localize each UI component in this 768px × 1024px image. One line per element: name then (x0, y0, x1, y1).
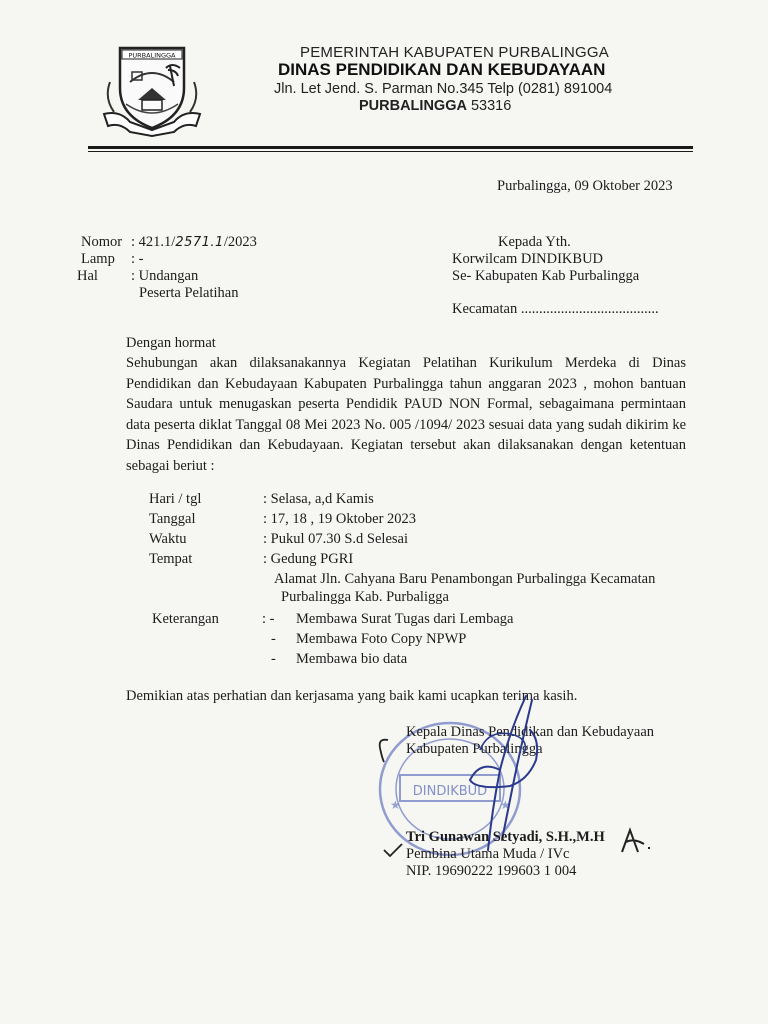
detail-tempat-label: Tempat (149, 551, 193, 567)
keterangan-dash: - (271, 651, 276, 667)
letterhead-agency: DINAS PENDIDIKAN DAN KEBUDAYAAN (278, 60, 606, 79)
detail-waktu-value: : Pukul 07.30 S.d Selesai (263, 531, 409, 547)
closing-sentence: Demikian atas perhatian dan kerjasama yang baik kami ucapkan terima kasih. (126, 688, 578, 704)
check-mark (382, 840, 404, 860)
emblem-label: PURBALINGGA (128, 51, 176, 60)
keterangan-dash: - (271, 631, 276, 647)
nomor-handwritten: 2571.1 (175, 235, 224, 250)
body-paragraph: Sehubungan akan dilaksanakannya Kegiatan Pelatihan Kurikulum Merdeka di Dinas Pendidikan dan Kebudayaan Kabupaten Purbalingga tahun anggaran 2023 , mohon bantuan Saudara untuk menugaskan peserta Pendidik PAUD NON Formal, sebagaimana permintaan data peserta diklat Tanggal 08 Mei 2023 No. 005 /1094/ 2023 sesuai data yang sudah dikirim ke Dinas Pendidikan dan Kebudayaan. Kegiatan tersebut akan dilaksanakan dengan ketentuan sebagai beriut : (126, 355, 686, 474)
detail-alamat-2: Purbalingga Kab. Purbaligga (281, 589, 449, 605)
lamp-label: Lamp (81, 251, 115, 267)
detail-tanggal-label: Tanggal (149, 511, 196, 527)
keterangan-item: Membawa Foto Copy NPWP (296, 631, 467, 647)
letterhead-government: PEMERINTAH KABUPATEN PURBALINGGA (300, 44, 609, 61)
detail-tanggal-value: : 17, 18 , 19 Oktober 2023 (263, 511, 417, 527)
nomor-value (131, 234, 257, 251)
detail-hari-value: : Selasa, a,d Kamis (263, 491, 374, 507)
hal-value: : Undangan (131, 268, 199, 284)
letter-date: Purbalingga, 09 Oktober 2023 (497, 178, 673, 194)
detail-tempat-value: : Gedung PGRI (263, 551, 354, 567)
letterhead-city-name: PURBALINGGA (359, 98, 467, 114)
initial-mark (618, 826, 654, 856)
detail-keterangan-label: Keterangan (152, 611, 219, 627)
stamp-label: DINDIKBUD (412, 784, 488, 799)
keterangan-item: Membawa bio data (296, 651, 408, 667)
recipient-greeting: Kepada Yth. (498, 234, 571, 250)
letterhead-rule-thin (88, 151, 693, 152)
lamp-value: : - (131, 251, 144, 267)
signatory-region: Kabupaten Purbalingga (406, 741, 543, 757)
paraf-mark (374, 734, 394, 764)
detail-waktu-label: Waktu (149, 531, 187, 547)
hal-label: Hal (77, 268, 98, 284)
nomor-suffix: /2023 (223, 234, 257, 250)
detail-keterangan-colon: : - (262, 611, 275, 627)
nomor-prefix: : 421.1/ (131, 234, 176, 250)
detail-alamat-1: Alamat Jln. Cahyana Baru Penambongan Purbalingga Kecamatan (274, 571, 656, 587)
recipient-name: Korwilcam DINDIKBUD (452, 251, 604, 267)
signatory-name: Tri Gunawan Setyadi, S.H.,M.H (406, 829, 605, 845)
letterhead-rule (88, 146, 693, 149)
keterangan-item: Membawa Surat Tugas dari Lembaga (296, 611, 514, 627)
nomor-label: Nomor (81, 234, 123, 250)
signatory-title: Kepala Dinas Pendidikan dan Kebudayaan (406, 724, 655, 740)
signatory-nip: NIP. 19690222 199603 1 004 (406, 863, 577, 879)
letterhead-city (359, 98, 511, 114)
salutation: Dengan hormat (126, 335, 216, 351)
svg-text:★: ★ (390, 798, 401, 812)
hal-value-cont: Peserta Pelatihan (139, 285, 239, 301)
detail-hari-label: Hari / tgl (149, 491, 202, 507)
recipient-area: Se- Kabupaten Kab Purbalingga (452, 268, 640, 284)
recipient-kecamatan: Kecamatan ...................................... (452, 301, 659, 317)
letterhead-address: Jln. Let Jend. S. Parman No.345 Telp (0281) 891004 (274, 81, 613, 97)
regency-emblem (100, 42, 204, 138)
letterhead-postal: 53316 (470, 98, 512, 114)
signatory-rank: Pembina Utama Muda / IVc (406, 846, 570, 862)
svg-text:★: ★ (500, 798, 511, 812)
